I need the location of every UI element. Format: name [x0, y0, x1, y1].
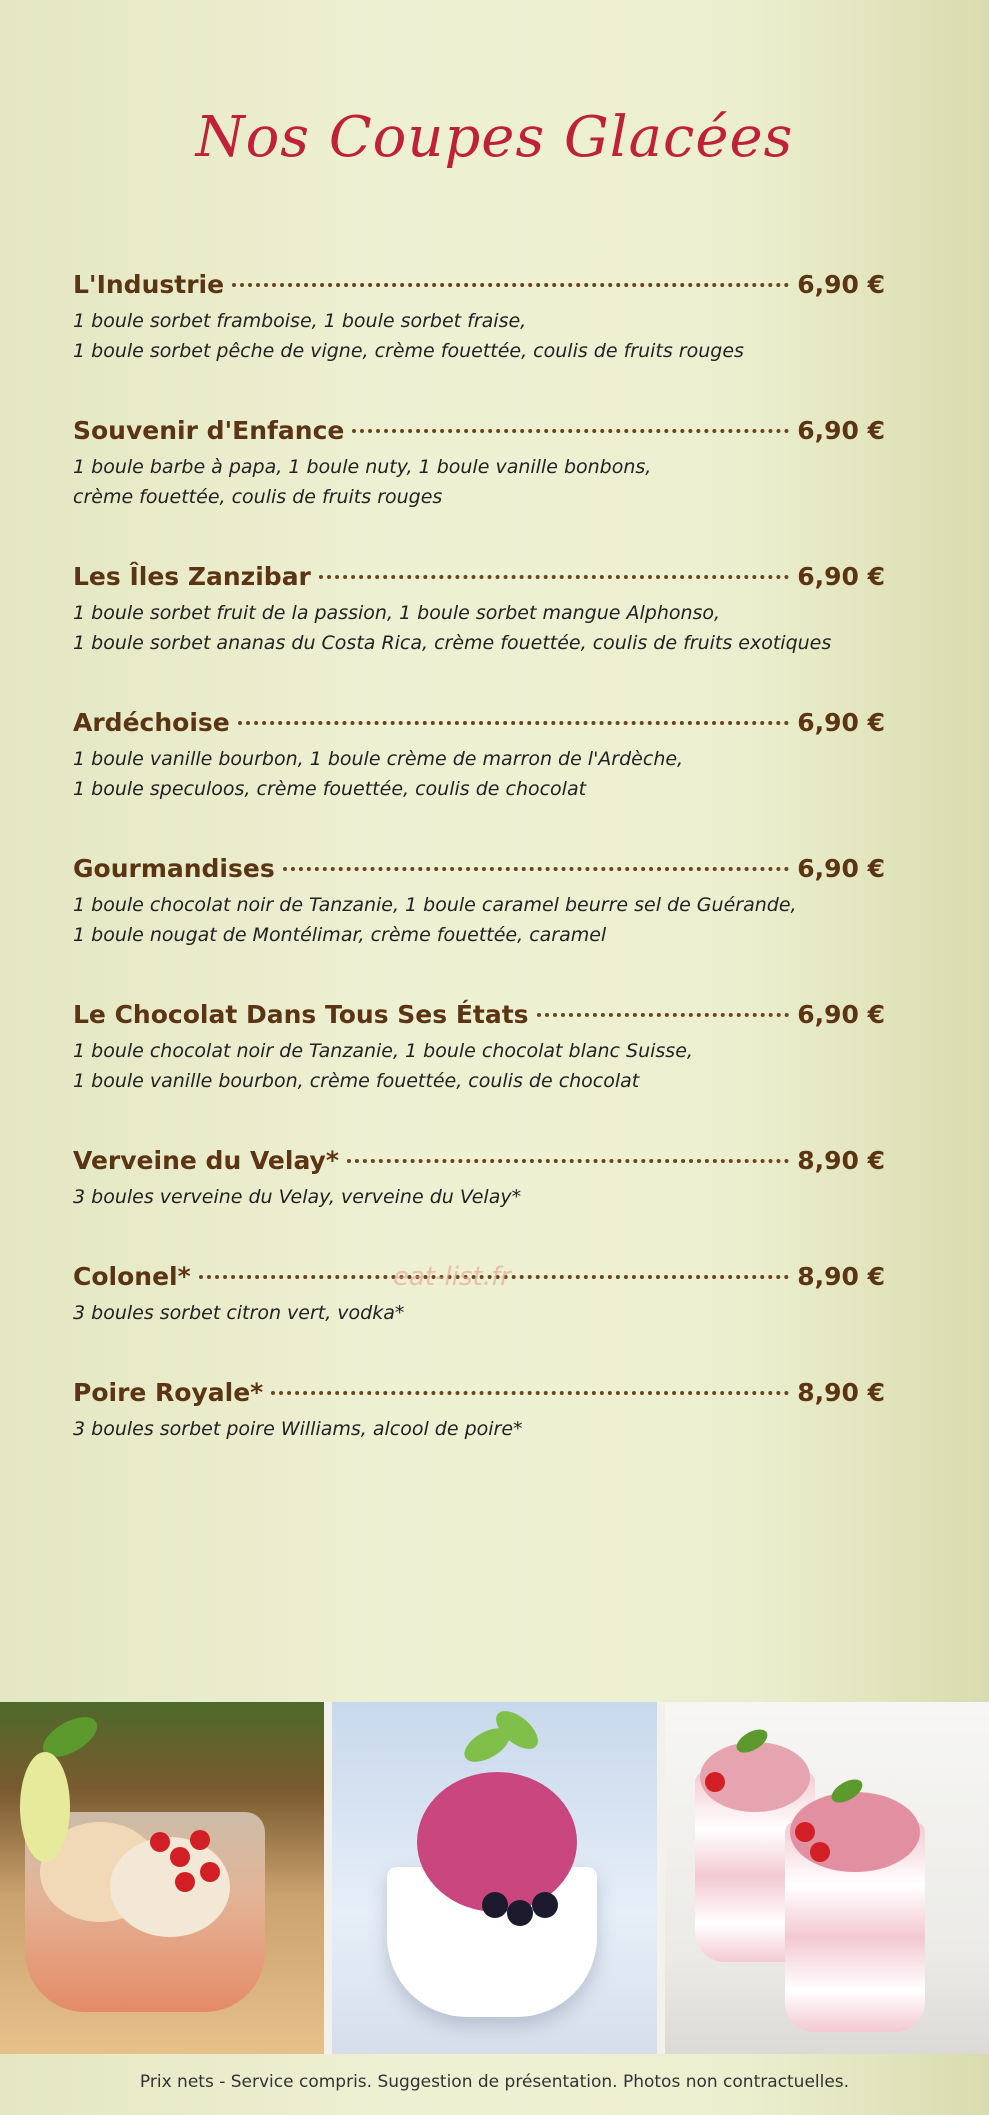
menu-item	[73, 562, 885, 708]
dot-leader	[537, 1013, 790, 1017]
item-price: 6,90 €	[797, 416, 885, 445]
item-price: 6,90 €	[797, 1000, 885, 1029]
item-price: 6,90 €	[797, 708, 885, 737]
item-description-line: 1 boule speculoos, crème fouettée, coulis de chocolat	[73, 778, 587, 800]
lemon-slice	[20, 1752, 70, 1862]
menu-item	[73, 708, 885, 854]
menu-item	[73, 1000, 885, 1146]
dot-leader	[352, 429, 789, 433]
item-name: Le Chocolat Dans Tous Ses États	[73, 1000, 529, 1029]
dot-leader	[232, 283, 789, 287]
item-name: Souvenir d'Enfance	[73, 416, 345, 445]
menu-item-header	[73, 270, 885, 306]
item-description-line: 1 boule sorbet fruit de la passion, 1 boule sorbet mangue Alphonso,	[73, 602, 721, 624]
item-price: 8,90 €	[797, 1262, 885, 1291]
item-name: Poire Royale*	[73, 1378, 264, 1407]
menu-item	[73, 1146, 885, 1262]
menu-item-header	[73, 708, 885, 744]
item-description-line: 1 boule vanille bourbon, 1 boule crème de marron de l'Ardèche,	[73, 748, 684, 770]
menu-item	[73, 416, 885, 562]
dot-leader	[319, 575, 789, 579]
photo-sundae-glass	[0, 1702, 324, 2054]
redcurrant	[705, 1772, 725, 1792]
item-description-line: 1 boule chocolat noir de Tanzanie, 1 boule chocolat blanc Suisse,	[73, 1040, 693, 1062]
redcurrant	[795, 1822, 815, 1842]
menu-item-header	[73, 1000, 885, 1036]
item-name: Verveine du Velay*	[73, 1146, 339, 1175]
item-description-line: 3 boules verveine du Velay, verveine du Velay*	[73, 1186, 522, 1208]
dot-leader	[238, 721, 789, 725]
redcurrant	[200, 1862, 220, 1882]
item-price: 6,90 €	[797, 562, 885, 591]
item-name: Les Îles Zanzibar	[73, 562, 311, 591]
item-description-line: 3 boules sorbet citron vert, vodka*	[73, 1302, 405, 1324]
dot-leader	[347, 1159, 789, 1163]
item-price: 6,90 €	[797, 270, 885, 299]
menu-list	[73, 270, 885, 1494]
menu-item-header	[73, 416, 885, 452]
dot-leader	[283, 867, 789, 871]
watermark: eat-list.fr	[393, 1262, 511, 1292]
dot-leader	[271, 1391, 789, 1395]
item-name: Colonel*	[73, 1262, 191, 1291]
item-name: Gourmandises	[73, 854, 275, 883]
redcurrant	[170, 1847, 190, 1867]
item-price: 6,90 €	[797, 854, 885, 883]
photo-sundae-bowl	[332, 1702, 656, 2054]
item-price: 8,90 €	[797, 1378, 885, 1407]
footer-note: Prix nets - Service compris. Suggestion de présentation. Photos non contractuelles.	[139, 2072, 850, 2092]
item-description-line: 1 boule sorbet framboise, 1 boule sorbet fraise,	[73, 310, 527, 332]
menu-item-header	[73, 562, 885, 598]
redcurrant	[190, 1830, 210, 1850]
photo-sundae-cups	[665, 1702, 989, 2054]
page-title: Nos Coupes Glacées	[195, 105, 794, 170]
redcurrant	[175, 1872, 195, 1892]
item-description-line: 1 boule nougat de Montélimar, crème fouettée, caramel	[73, 924, 607, 946]
menu-item	[73, 270, 885, 416]
item-description-line: 3 boules sorbet poire Williams, alcool de poire*	[73, 1418, 523, 1440]
item-description-line: 1 boule vanille bourbon, crème fouettée, coulis de chocolat	[73, 1070, 640, 1092]
redcurrant	[150, 1832, 170, 1852]
item-description-line: 1 boule sorbet pêche de vigne, crème fouettée, coulis de fruits rouges	[73, 340, 744, 362]
item-description-line: 1 boule barbe à papa, 1 boule nuty, 1 boule vanille bonbons,	[73, 456, 652, 478]
menu-item	[73, 1378, 885, 1494]
menu-item-header	[73, 1146, 885, 1182]
item-name: Ardéchoise	[73, 708, 230, 737]
item-description-line: 1 boule sorbet ananas du Costa Rica, crème fouettée, coulis de fruits exotiques	[73, 632, 832, 654]
menu-item	[73, 854, 885, 1000]
menu-item-header	[73, 854, 885, 890]
item-name: L'Industrie	[73, 270, 225, 299]
menu-item-header	[73, 1378, 885, 1414]
ice-cream-scoop	[417, 1772, 577, 1912]
item-description-line: crème fouettée, coulis de fruits rouges	[73, 486, 443, 508]
item-price: 8,90 €	[797, 1146, 885, 1175]
photo-strip	[0, 1702, 989, 2054]
redcurrant	[810, 1842, 830, 1862]
item-description-line: 1 boule chocolat noir de Tanzanie, 1 boule caramel beurre sel de Guérande,	[73, 894, 797, 916]
